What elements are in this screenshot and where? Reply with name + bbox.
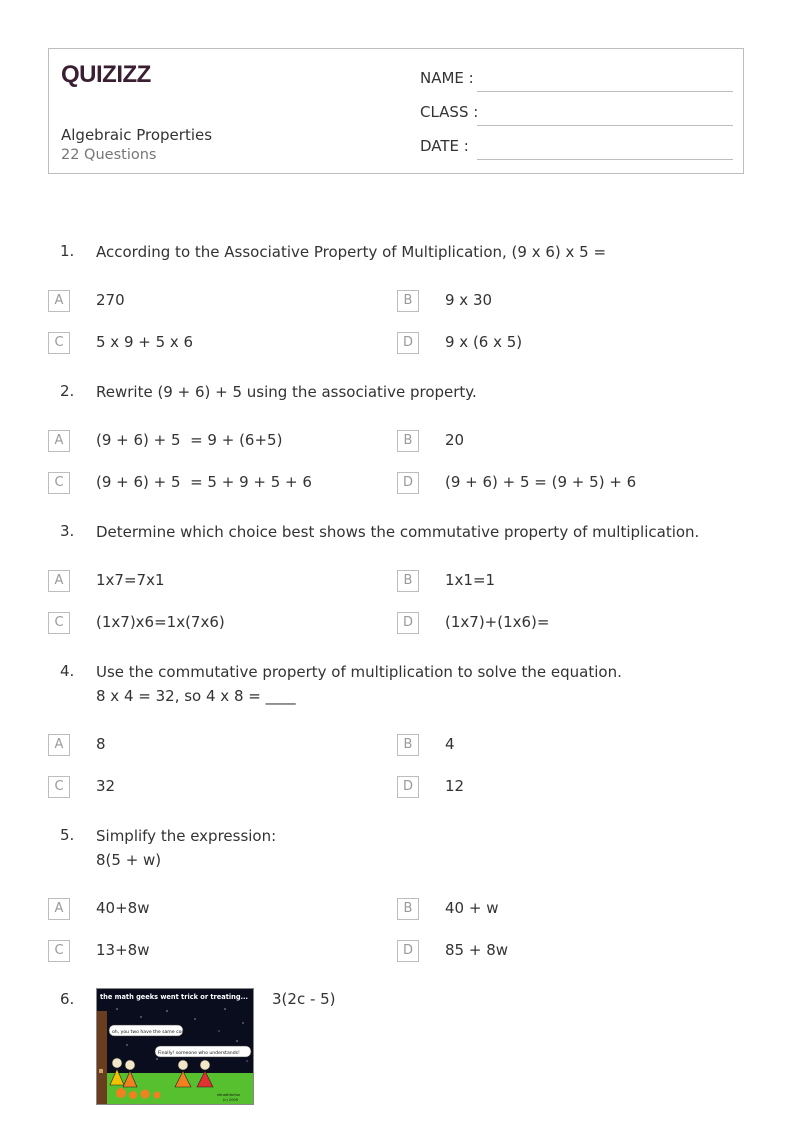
q5-option-a-letter[interactable]: A <box>48 898 70 920</box>
quizizz-logo <box>61 59 153 91</box>
q3-option-a-letter[interactable]: A <box>48 570 70 592</box>
question-1-number: 1. <box>60 242 75 260</box>
q1-option-a-text[interactable]: 270 <box>96 291 125 309</box>
q6-visible-option[interactable]: 3(2c - 5) <box>272 990 336 1008</box>
name-label: NAME : <box>420 69 474 87</box>
question-5-text: Simplify the expression: 8(5 + w) <box>96 827 277 869</box>
question-4-number: 4. <box>60 662 75 680</box>
date-line[interactable] <box>477 159 733 160</box>
q5-option-a-text[interactable]: 40+8w <box>96 899 150 917</box>
q4-option-b-letter[interactable]: B <box>397 734 419 756</box>
question-1-text: According to the Associative Property of Multiplication, (9 x 6) x 5 = <box>96 243 607 261</box>
q4-option-b-text[interactable]: 4 <box>445 735 455 753</box>
name-field[interactable] <box>420 69 733 93</box>
q5-option-b-letter[interactable]: B <box>397 898 419 920</box>
question-3-number: 3. <box>60 522 75 540</box>
q5-option-c-letter[interactable]: C <box>48 940 70 962</box>
q1-option-c-text[interactable]: 5 x 9 + 5 x 6 <box>96 333 194 351</box>
q2-option-d-letter[interactable]: D <box>397 472 419 494</box>
class-field[interactable] <box>420 103 733 127</box>
speech-bubble-1: oh, you two have the same costume <box>112 1030 196 1035</box>
q1-option-d-text[interactable]: 9 x (6 x 5) <box>445 333 523 351</box>
name-line[interactable] <box>477 91 733 92</box>
q4-option-a-text[interactable]: 8 <box>96 735 106 753</box>
speech-bubble-2: Finally! someone who understands! <box>158 1051 240 1056</box>
comic-credit-1: sfmathforfun <box>217 1093 241 1097</box>
class-label: CLASS : <box>420 103 479 121</box>
class-line[interactable] <box>477 125 733 126</box>
q5-option-c-text[interactable]: 13+8w <box>96 941 150 959</box>
q3-option-b-letter[interactable]: B <box>397 570 419 592</box>
question-2-number: 2. <box>60 382 75 400</box>
q3-option-d-letter[interactable]: D <box>397 612 419 634</box>
comic-caption: the math geeks went trick or treating... <box>100 993 249 1001</box>
q2-option-b-letter[interactable]: B <box>397 430 419 452</box>
question-2-text: Rewrite (9 + 6) + 5 using the associative property. <box>96 383 477 401</box>
question-5-number: 5. <box>60 826 75 844</box>
q1-option-b-text[interactable]: 9 x 30 <box>445 291 493 309</box>
date-label: DATE : <box>420 137 469 155</box>
q4-option-c-letter[interactable]: C <box>48 776 70 798</box>
q1-option-d-letter[interactable]: D <box>397 332 419 354</box>
q4-option-a-letter[interactable]: A <box>48 734 70 756</box>
q3-option-b-text[interactable]: 1x1=1 <box>445 571 496 589</box>
q2-option-a-text[interactable]: (9 + 6) + 5 = 9 + (6+5) <box>96 431 283 449</box>
q2-option-c-text[interactable]: (9 + 6) + 5 = 5 + 9 + 5 + 6 <box>96 473 312 491</box>
q4-option-c-text[interactable]: 32 <box>96 777 116 795</box>
q1-option-b-letter[interactable]: B <box>397 290 419 312</box>
math-geeks-comic-image <box>96 988 254 1105</box>
q2-option-a-letter[interactable]: A <box>48 430 70 452</box>
logo-text: QUIZIZZ <box>61 61 151 87</box>
comic-illustration <box>97 989 253 1104</box>
q1-option-a-letter[interactable]: A <box>48 290 70 312</box>
q3-option-c-text[interactable]: (1x7)x6=1x(7x6) <box>96 613 225 631</box>
q3-option-d-text[interactable]: (1x7)+(1x6)= <box>445 613 550 631</box>
date-field[interactable] <box>420 137 733 161</box>
q5-option-d-letter[interactable]: D <box>397 940 419 962</box>
q4-option-d-text[interactable]: 12 <box>445 777 465 795</box>
q2-option-d-text[interactable]: (9 + 6) + 5 = (9 + 5) + 6 <box>445 473 637 491</box>
q3-option-c-letter[interactable]: C <box>48 612 70 634</box>
question-count: 22 Questions <box>61 147 157 163</box>
worksheet-title: Algebraic Properties <box>61 126 213 144</box>
q2-option-b-text[interactable]: 20 <box>445 431 465 449</box>
comic-credit-2: (c) 2009 <box>223 1098 239 1102</box>
q2-option-c-letter[interactable]: C <box>48 472 70 494</box>
q4-option-d-letter[interactable]: D <box>397 776 419 798</box>
q1-option-c-letter[interactable]: C <box>48 332 70 354</box>
worksheet-header <box>48 48 744 174</box>
question-4-text: Use the commutative property of multiplication to solve the equation. 8 x 4 = 32, so 4 x 8 = ____ <box>96 663 622 705</box>
q5-option-d-text[interactable]: 85 + 8w <box>445 941 509 959</box>
question-6-number: 6. <box>60 990 75 1008</box>
question-3-text: Determine which choice best shows the commutative property of multiplication. <box>96 523 700 541</box>
q5-option-b-text[interactable]: 40 + w <box>445 899 499 917</box>
q3-option-a-text[interactable]: 1x7=7x1 <box>96 571 165 589</box>
